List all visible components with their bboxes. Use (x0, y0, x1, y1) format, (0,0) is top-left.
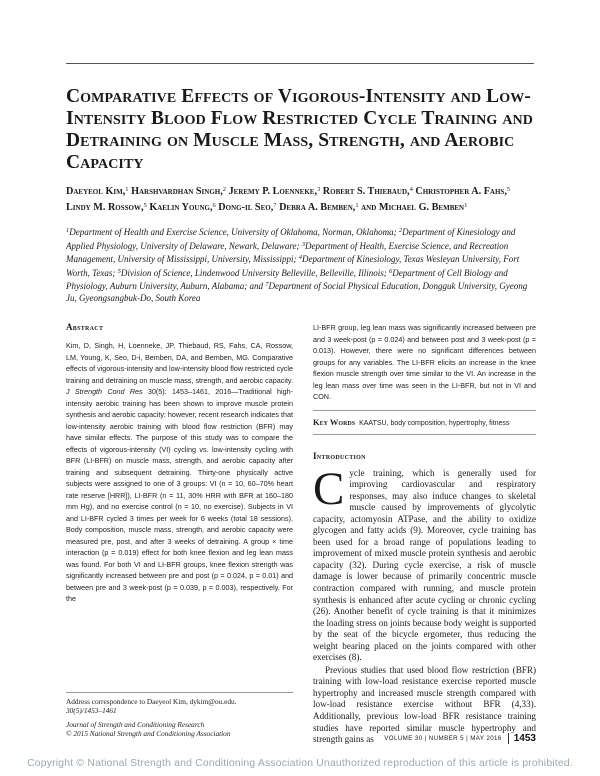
introduction-heading: Introduction (313, 450, 366, 461)
author: and Michael G. Bemben$^1$ (361, 201, 468, 213)
author-list (66, 183, 536, 214)
journal-name: Journal of Strength and Conditioning Research (66, 719, 205, 729)
drop-cap: C (313, 462, 345, 515)
copyright-watermark: Copyright © National Strength and Conditioning Association Unauthorized reproduction of this article is prohibited. (27, 758, 573, 769)
author: Kaelin Young,$^6$ (149, 201, 216, 213)
keywords-label: Key Words (313, 416, 356, 427)
author: Lindy M. Rossow,$^5$ (66, 201, 147, 213)
affiliations: $^1$Department of Health and Exercise Science, University of Oklahoma, Norman, Oklahoma; $^2$Department of Kinesiology and Applied Physiology, University of Delaware, Newark, Delaware; $^3$Department of Health, Exercise Science, and Recreation Management, University of Mississippi, University, Mississippi; $^4$Department of Kinesiology, Texas Wesleyan University, Fort Worth, Texas; $^5$Division of Science, Lindenwood University Belleville, Belleville, Illinois; $^6$Department of Cell Biology and Physiology, Auburn University, Auburn, Alabama; and $^7$Department of Social Physical Education, Dongguk University, Gyeong Ju, Gyeongsangbuk-Do, South Korea (66, 227, 528, 303)
volume-info: VOLUME 30 | NUMBER 5 | MAY 2016 (384, 734, 502, 742)
author: Christopher A. Fahs,$^5$ (415, 186, 511, 197)
abstract-text: Kim, D, Singh, H, Loenneke, JP, Thiebaud, RS, Fahs, CA, Rossow, LM, Young, K, Seo, D-i, Bemben, DA, and Bemben, MG. Comparative effects of vigorous-intensity and low-intensity blood flow restricted cycle training and detraining on muscle mass, strength, and aerobic capacity. J Strength Cond Res 30(5): 1453–1461, 2016—Traditional high-intensity aerobic training has been shown to improve muscle protein synthesis and aerobic capacity; however, recent research indicates that low-intensity aerobic training with blood flow restriction (BFR) may have similar effects. The purpose of this study was to compare the effects of vigorous-intensity (VI) cycling vs. low-intensity cycling with BFR (LI-BFR) on muscle mass, strength, and aerobic capacity after training and subsequent detraining. Thirty-one physically active subjects were assigned to one of 3 groups: VI (n = 10, 60–70% heart rate reserve [HRR]), LI-BFR (n = 11, 30% HRR with BFR at 160–180 mm Hg), and no exercise control (n = 10, no exercise). Subjects in VI and LI-BFR cycled 3 times per week for 6 weeks (total 18 sessions). Body composition, muscle mass, strength, and aerobic capacity were measured pre, post, and after 3 weeks of detraining. A group × time interaction (p = 0.019) effect for both knee flexion and leg lean mass was found. For both VI and LI-BFR groups, knee flexion strength was significantly increased between pre and post (p = 0.024, p = 0.01) and between pre and 3 week-post (p = 0.039, p = 0.003), respectively. For the (66, 341, 293, 603)
left-column (66, 322, 293, 605)
footer-divider (508, 733, 509, 744)
top-rule (66, 63, 534, 64)
author: Robert S. Thiebaud,$^4$ (322, 186, 413, 197)
abstract-heading: Abstract (66, 322, 104, 332)
article-title: Comparative Effects of Vigorous-Intensity and Low-Intensity Blood Flow Restricted Cycle Training and Detraining on Muscle Mass, Strength, and Aerobic Capacity (66, 86, 533, 173)
right-column (313, 322, 536, 746)
introduction-paragraph: Cycle training, which is generally used for improving cardiovascular and respiratory responses, may also induce changes to skeletal muscle caused by improvements of glycolytic capacity, actomyosin ATPase, and the ability to oxidize glycogen and fatty acids (9). Moreover, cycle training has been used for a broad range of populations leading to improvement of mixed muscle protein synthesis and aerobic capacity (32). During cycle exercise, a risk of muscle damage is lower because of primarily concentric muscle contraction compared with running, and muscle protein synthesis is enhanced after acute cycling or chronic cycling (26). Another benefit of cycle training is that it minimizes the loading stress on joints because body weight is supported by the seat of the bicycle ergometer, thus reducing the weight bearing placed on the joints compared with other exercises (8). (313, 462, 536, 663)
correspondence-note: Address correspondence to Daeyeol Kim, dykim@ou.edu. (66, 697, 237, 706)
doi-note: 30(5)/1453–1461 (66, 706, 117, 716)
introduction-paragraph: Previous studies that used blood flow restriction (BFR) training with low-load resistance exercise reported muscle hypertrophy and increased muscle strength compared with low-load resistance exercise without BFR (4,33). Additionally, previous low-load BFR resistance training studies have reported similar muscle hypertrophy and strength gains as (313, 664, 536, 745)
abstract-continued: LI-BFR group, leg lean mass was significantly increased between pre and 3 week-post (p = 0.024) and between post and 3 week-post (p = 0.013). However, there were no significant differences between groups for any variables. The LI-BFR elicits an increase in the knee flexion muscle strength over time similar to the VI. An increase in the leg lean mass over time was seen in the LI-BFR, but not in VI and CON. (313, 323, 536, 401)
keywords-box (313, 410, 536, 435)
author: Dong-il Seo,$^7$ (218, 201, 277, 213)
keywords-text: KAATSU, body composition, hypertrophy, fitness (359, 419, 510, 427)
author: Debra A. Bemben,$^1$ (279, 201, 359, 213)
author: Daeyeol Kim,$^1$ (66, 186, 129, 197)
page-number: 1453 (513, 732, 536, 744)
author: Harshvardhan Singh,$^2$ (131, 186, 227, 197)
page-footer (300, 731, 536, 745)
author: Jeremy P. Loenneke,$^3$ (228, 186, 321, 197)
copyright-note: © 2015 National Strength and Conditioning Association (66, 729, 231, 739)
footnotes (66, 692, 293, 739)
